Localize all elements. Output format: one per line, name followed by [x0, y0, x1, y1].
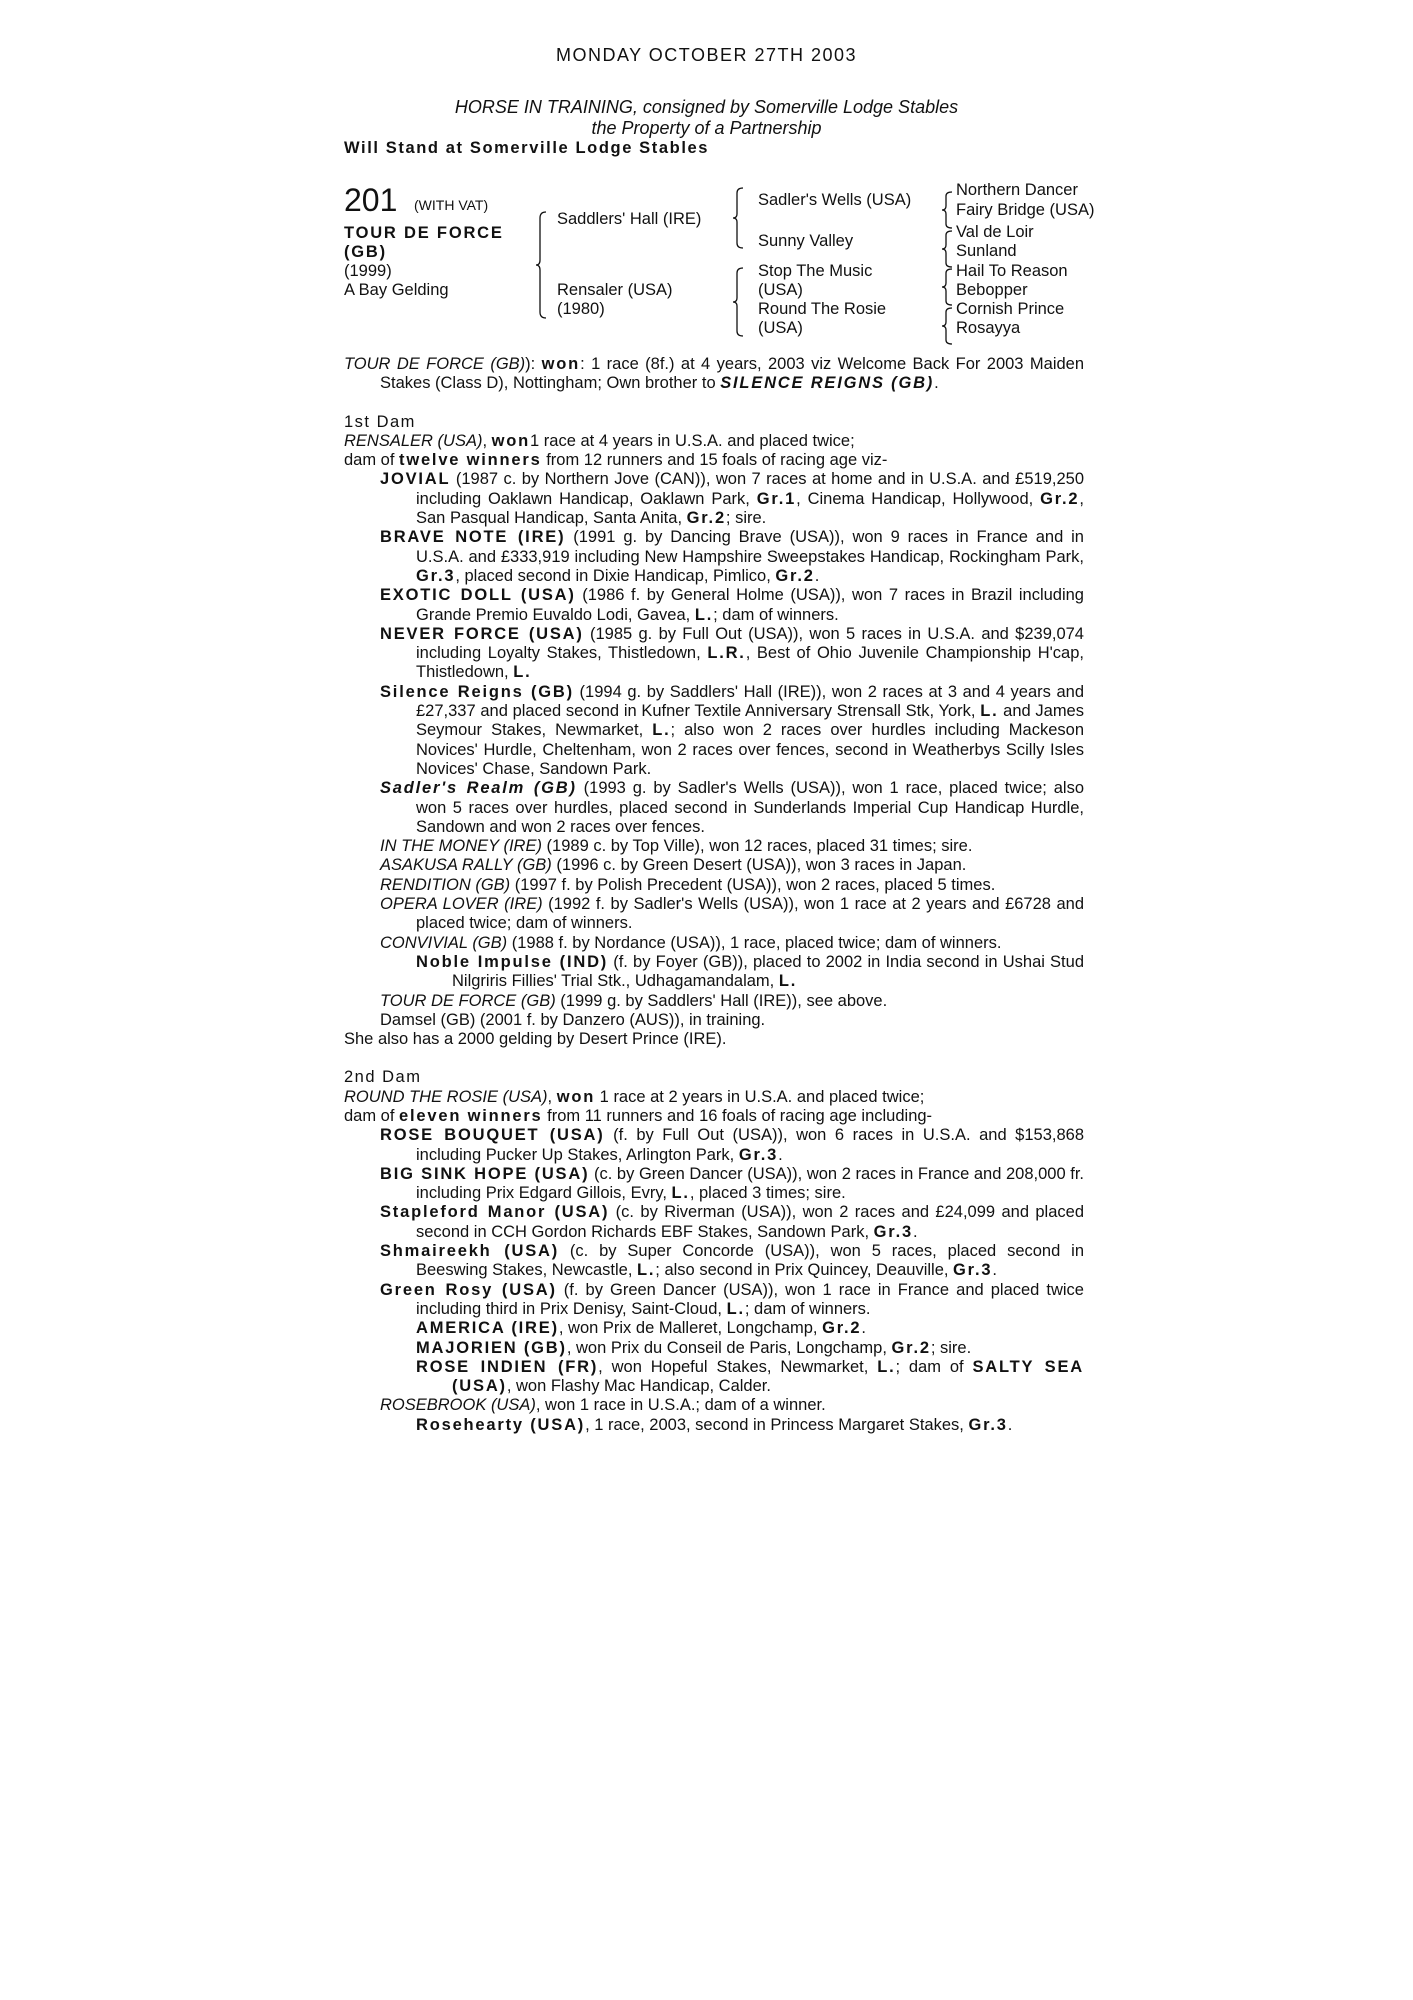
text-run: ; sire.: [930, 1338, 972, 1357]
text-run: .: [1007, 1415, 1013, 1434]
name-run: SILENCE REIGNS (GB): [720, 374, 935, 393]
text-run: (1987 c. by Northern Jove (CAN)), won 7 races at home and in U.S.A. and £519,250 including Oaklawn Handicap, Oaklawn Park,: [416, 470, 1084, 508]
text-run: .: [778, 1145, 783, 1164]
text-run: ; dam of: [895, 1357, 973, 1376]
name-run: Sadler's Realm (GB): [380, 779, 577, 798]
text-line: [344, 1088, 1084, 1107]
text-run: .: [992, 1261, 997, 1280]
name-run: L.: [877, 1357, 896, 1376]
name-run: EXOTIC DOLL (USA): [380, 586, 576, 605]
text-run: , 1 race, 2003, second in Princess Margaret Stakes,: [585, 1415, 969, 1434]
section-heading: 1st Dam: [344, 412, 416, 431]
pedigree-brace-4: [942, 190, 954, 230]
produce-entry: [344, 934, 1084, 953]
dam-section: [344, 1068, 1084, 1435]
name-run: twelve winners: [399, 451, 542, 470]
text-run: ; dam of winners.: [713, 605, 839, 624]
produce-entry: [344, 625, 1084, 683]
text-run: (1985 g. by Full Out (USA)), won 5 races in U.S.A. and $239,074 including Loyalty Stakes, Thistledown,: [416, 624, 1084, 663]
text-run: ):: [525, 355, 542, 373]
produce-entry: [344, 856, 1084, 875]
text-line: [344, 451, 1084, 470]
produce-entry: [344, 992, 1084, 1011]
text-run: 1 race at 4 years in U.S.A. and placed twice;: [530, 431, 855, 450]
text-run: ,: [482, 431, 492, 450]
text-run: , won Flashy Mac Handicap, Calder.: [506, 1377, 771, 1396]
pedigree-brace-6: [942, 267, 954, 307]
produce-entry: [344, 1165, 1084, 1204]
text-run: .: [934, 374, 939, 393]
produce-entry: [344, 1319, 1084, 1338]
name-run: ROSE INDIEN (FR): [416, 1357, 599, 1376]
text-run: ; dam of winners.: [744, 1299, 871, 1318]
pedigree-brace-5: [942, 229, 954, 269]
text-run: : 1 race (8f.) at 4 years, 2003 viz Welcome Back For 2003 Maiden Stakes (Class D), Nottingham; Own brother to: [380, 355, 1085, 393]
text-run: .: [814, 566, 820, 585]
produce-entry: [344, 683, 1084, 779]
produce-entry: [344, 528, 1084, 586]
produce-entry: [344, 1126, 1084, 1165]
sale-date: MONDAY OCTOBER 27TH 2003: [555, 45, 858, 65]
text-run: , Cinema Handicap, Hollywood,: [796, 489, 1041, 508]
pedigree-brace-1: [536, 210, 548, 320]
name-run: Gr.3: [738, 1145, 779, 1164]
produce-entry: [344, 1281, 1084, 1320]
name-run: TOUR DE FORCE (GB): [380, 991, 556, 1010]
name-run: ROUND THE ROSIE (USA): [344, 1087, 548, 1106]
text-run: (1991 g. by Dancing Brave (USA)), won 9 races in France and in U.S.A. and £333,919 including New Hampshire Sweepstakes Handicap, Rockingham Park,: [416, 528, 1084, 566]
text-run: , won Prix de Malleret, Longchamp,: [558, 1319, 823, 1338]
stand-line: Will Stand at Somerville Lodge Stables: [344, 139, 710, 157]
text-run: (f. by Green Dancer (USA)), won 1 race in France and placed twice including third in Prix Denisy, Saint-Cloud,: [416, 1280, 1084, 1318]
name-run: Gr.3: [416, 566, 456, 585]
name-run: BIG SINK HOPE (USA): [380, 1164, 590, 1183]
produce-entry: [344, 1416, 1084, 1435]
consignment-line: HORSE IN TRAINING, consigned by Somerville Lodge Stables: [454, 97, 959, 117]
name-run: Gr.2: [891, 1338, 931, 1357]
text-run: , placed second in Dixie Handicap, Pimlico,: [455, 566, 776, 585]
horse-country: (GB): [344, 243, 387, 261]
text-run: ; also won 2 races over hurdles including Mackeson Novices' Hurdle, Cheltenham, won 2 races over fences, second in Weatherbys Scilly Isles Novices' Chase, Sandown Park.: [416, 721, 1084, 778]
produce-record: [344, 355, 1084, 1435]
text-run: and James Seymour Stakes, Newmarket,: [416, 702, 1084, 740]
text-run: (1997 f. by Polish Precedent (USA)), won 2 races, placed 5 times.: [510, 875, 996, 894]
text-run: (1993 g. by Sadler's Wells (USA)), won 1 race, placed twice; also won 5 races over hurdles, placed second in Sunderlands Imperial Cup Handicap Hurdle, Sandown and won 2 races over fences.: [416, 779, 1084, 836]
section-heading: 2nd Dam: [344, 1068, 422, 1087]
name-run: Green Rosy (USA): [380, 1280, 557, 1299]
pedigree-third-gen: Northern Dancer: [956, 181, 1078, 199]
text-run: dam of: [344, 1106, 400, 1125]
name-run: Gr.2: [775, 566, 815, 585]
name-run: BRAVE NOTE (IRE): [380, 528, 566, 547]
text-run: Damsel (GB) (2001 f. by Danzero (AUS)), in training.: [380, 1010, 766, 1029]
name-run: L.: [652, 721, 671, 740]
name-run: Gr.3: [953, 1261, 993, 1280]
name-run: Gr.2: [822, 1319, 862, 1338]
horse-name: TOUR DE FORCE: [344, 224, 504, 242]
name-run: Noble Impulse (IND): [416, 952, 609, 971]
name-run: MAJORIEN (GB): [416, 1338, 567, 1357]
pedigree-third-gen: Val de Loir: [956, 223, 1034, 241]
name-run: OPERA LOVER (IRE): [380, 895, 543, 914]
text-run: dam of: [344, 451, 400, 470]
horse-year: (1999): [344, 262, 392, 280]
name-run: CONVIVIAL (GB): [380, 933, 508, 952]
pedigree-brace-2: [733, 186, 745, 250]
name-run: L.: [726, 1299, 745, 1318]
name-run: Gr.2: [686, 509, 726, 528]
text-run: ; also second in Prix Quincey, Deauville,: [655, 1261, 954, 1280]
name-run: Gr.2: [1040, 489, 1080, 508]
horse-description: A Bay Gelding: [344, 281, 449, 299]
text-run: (c. by Riverman (USA)), won 2 races and £24,099 and placed second in CCH Gordon Richards EBF Stakes, Sandown Park,: [416, 1203, 1084, 1241]
pedigree-dam-year: (1980): [557, 300, 605, 318]
name-run: L.: [513, 663, 532, 682]
name-run: ASAKUSA RALLY (GB): [380, 856, 552, 875]
name-run: RENSALER (USA): [344, 431, 483, 450]
text-run: (1989 c. by Top Ville), won 12 races, placed 31 times; sire.: [541, 837, 973, 856]
name-run: Gr.1: [756, 489, 797, 508]
name-run: Shmaireekh (USA): [380, 1242, 560, 1261]
text-run: (1986 f. by General Holme (USA)), won 7 races in Brazil including Grande Premio Euvaldo Lodi, Gavea,: [416, 586, 1084, 624]
text-run: (f. by Foyer (GB)), placed to 2002 in India second in Ushai Stud Nilgriris Fillies' Trial Stk., Udhagamandalam,: [452, 952, 1084, 991]
name-run: Gr.3: [873, 1222, 913, 1241]
name-run: SALTY SEA (USA): [452, 1357, 1084, 1396]
name-run: L.: [980, 702, 999, 721]
pedigree-third-gen: Sunland: [956, 242, 1017, 260]
pedigree-dam-sire: Stop The Music: [758, 262, 873, 280]
name-run: L.: [694, 605, 714, 624]
race-summary-section: [344, 355, 1084, 394]
text-run: (1994 g. by Saddlers' Hall (IRE)), won 2 races at 3 and 4 years and £27,337 and placed second in Kufner Textile Anniversary Strensall Stk, York,: [416, 682, 1085, 721]
pedigree-dam-sire-country: (USA): [758, 281, 803, 299]
name-run: JOVIAL: [380, 470, 451, 489]
name-run: IN THE MONEY (IRE): [380, 837, 542, 856]
pedigree-sire: Saddlers' Hall (IRE): [557, 210, 702, 228]
name-run: Silence Reigns (GB): [380, 682, 574, 701]
text-line: [344, 1107, 1084, 1126]
name-run: RENDITION (GB): [380, 875, 511, 894]
name-run: TOUR DE FORCE (GB): [344, 355, 526, 373]
text-run: (1996 c. by Green Desert (USA)), won 3 races in Japan.: [551, 856, 967, 875]
text-run: , won Prix du Conseil de Paris, Longchamp,: [566, 1338, 892, 1357]
dam-section: [344, 413, 1084, 1050]
produce-entry: [344, 837, 1084, 856]
text-run: She also has a 2000 gelding by Desert Prince (IRE).: [344, 1030, 727, 1049]
text-run: , San Pasqual Handicap, Santa Anita,: [416, 489, 1084, 528]
produce-entry: [344, 1339, 1084, 1358]
pedigree-dam-dam-country: (USA): [758, 319, 803, 337]
text-run: (1999 g. by Saddlers' Hall (IRE)), see above.: [555, 991, 888, 1010]
name-run: won: [541, 355, 581, 373]
text-run: (1988 f. by Nordance (USA)), 1 race, placed twice; dam of winners.: [507, 933, 1002, 952]
name-run: L.: [671, 1184, 690, 1203]
lot-number: 201: [344, 182, 398, 218]
produce-entry: [344, 1242, 1084, 1281]
name-run: Rosehearty (USA): [416, 1415, 586, 1434]
name-run: L.: [637, 1261, 656, 1280]
pedigree-third-gen: Rosayya: [956, 319, 1021, 337]
name-run: ROSE BOUQUET (USA): [380, 1126, 605, 1145]
produce-entry: [344, 779, 1084, 837]
property-line: the Property of a Partnership: [591, 118, 822, 138]
name-run: NEVER FORCE (USA): [380, 624, 584, 643]
produce-entry: [344, 953, 1084, 992]
produce-entry: [344, 876, 1084, 895]
produce-entry: [344, 355, 1084, 394]
text-run: , placed 3 times; sire.: [689, 1184, 846, 1203]
name-run: eleven winners: [399, 1106, 543, 1125]
pedigree-third-gen: Fairy Bridge (USA): [956, 201, 1095, 219]
name-run: L.R.: [707, 644, 746, 663]
text-run: (c. by Super Concorde (USA)), won 5 races, placed second in Beeswing Stakes, Newcastle,: [416, 1242, 1084, 1280]
text-run: .: [861, 1319, 866, 1338]
pedigree-third-gen: Bebopper: [956, 281, 1028, 299]
text-run: ,: [547, 1087, 557, 1106]
pedigree-third-gen: Hail To Reason: [956, 262, 1068, 280]
text-run: 1 race at 2 years in U.S.A. and placed twice;: [595, 1087, 925, 1106]
text-line: [344, 1030, 1084, 1049]
pedigree-brace-7: [942, 306, 954, 346]
text-run: from 12 runners and 15 foals of racing age viz-: [541, 451, 888, 470]
pedigree-dam-dam: Round The Rosie: [758, 300, 887, 318]
name-run: ROSEBROOK (USA): [380, 1396, 536, 1415]
produce-entry: [344, 1011, 1084, 1030]
text-run: (c. by Green Dancer (USA)), won 2 races in France and 208,000 fr. including Prix Edgard Gillois, Evry,: [416, 1164, 1084, 1203]
produce-entry: [344, 1203, 1084, 1242]
text-run: .: [912, 1222, 918, 1241]
vat-note: (WITH VAT): [414, 197, 489, 213]
name-run: L.: [778, 972, 798, 991]
name-run: AMERICA (IRE): [416, 1319, 559, 1338]
name-run: Gr.3: [968, 1415, 1008, 1434]
text-run: , won Hopeful Stakes, Newmarket,: [598, 1357, 878, 1376]
name-run: won: [491, 431, 531, 450]
produce-entry: [344, 470, 1084, 528]
text-run: , won 1 race in U.S.A.; dam of a winner.: [535, 1396, 826, 1415]
pedigree-dam: Rensaler (USA): [557, 281, 673, 299]
name-run: won: [556, 1087, 596, 1106]
produce-entry: [344, 895, 1084, 934]
produce-entry: [344, 1358, 1084, 1397]
pedigree-sire-sire: Sadler's Wells (USA): [758, 191, 912, 209]
pedigree-brace-3: [733, 266, 745, 338]
text-run: , Best of Ohio Juvenile Championship H'cap, Thistledown,: [416, 644, 1084, 682]
text-line: [344, 432, 1084, 451]
text-run: (1992 f. by Sadler's Wells (USA)), won 1 race at 2 years and £6728 and placed twice; dam of winners.: [416, 895, 1085, 933]
pedigree-sire-dam: Sunny Valley: [758, 232, 854, 250]
text-run: from 11 runners and 16 foals of racing age including-: [542, 1106, 933, 1125]
produce-entry: [344, 1396, 1084, 1415]
text-run: ; sire.: [725, 509, 767, 528]
text-run: (f. by Full Out (USA)), won 6 races in U.S.A. and $153,868 including Pucker Up Stakes, Arlington Park,: [416, 1126, 1084, 1164]
name-run: Stapleford Manor (USA): [380, 1203, 610, 1222]
produce-entry: [344, 586, 1084, 625]
pedigree-third-gen: Cornish Prince: [956, 300, 1065, 318]
